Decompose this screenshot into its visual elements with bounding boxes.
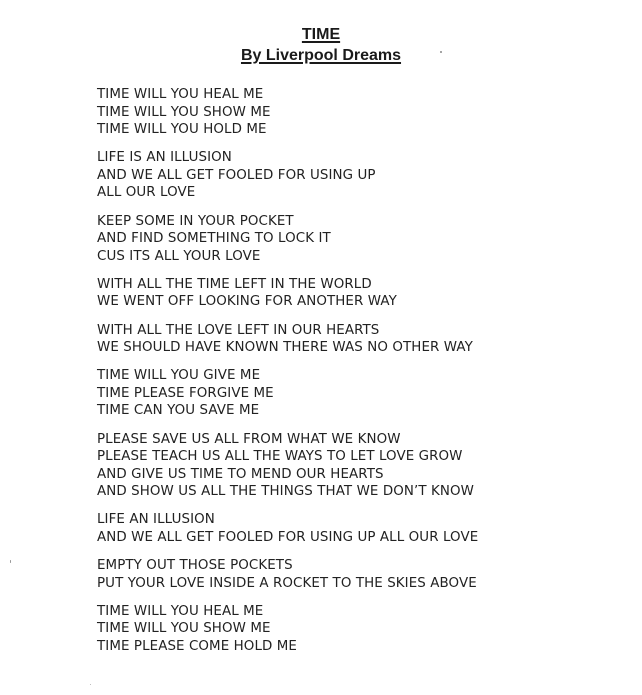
lyric-line: TIME CAN YOU SAVE ME (97, 403, 260, 419)
lyric-line: LIFE IS AN ILLUSION (97, 150, 232, 166)
lyric-line: AND WE ALL GET FOOLED FOR USING UP (97, 167, 376, 183)
lyric-line: WITH ALL THE TIME LEFT IN THE WORLD (97, 276, 372, 292)
stanza (97, 603, 637, 656)
lyric-line: KEEP SOME IN YOUR POCKET (97, 213, 294, 229)
lyric-line: TIME WILL YOU HEAL ME (97, 603, 264, 619)
lyric-line: ALL OUR LOVE (97, 185, 196, 201)
lyric-line: AND WE ALL GET FOOLED FOR USING UP ALL OUR LOVE (97, 529, 479, 545)
stanza (97, 431, 637, 501)
lyric-line: AND GIVE US TIME TO MEND OUR HEARTS (97, 466, 384, 482)
stanza (97, 213, 637, 266)
page-subtitle: By Liverpool Dreams (240, 47, 402, 64)
lyric-line: TIME PLEASE FORGIVE ME (97, 385, 274, 401)
stanza (97, 276, 637, 311)
lyric-line: LIFE AN ILLUSION (97, 512, 215, 528)
lyric-line: TIME PLEASE COME HOLD ME (97, 638, 297, 654)
lyric-line: WE WENT OFF LOOKING FOR ANOTHER WAY (97, 294, 397, 310)
lyric-line: TIME WILL YOU GIVE ME (97, 368, 261, 384)
stanza (97, 86, 637, 139)
lyric-line: PUT YOUR LOVE INSIDE A ROCKET TO THE SKIES ABOVE (97, 575, 477, 591)
stanza (97, 557, 637, 592)
lyric-line: PLEASE TEACH US ALL THE WAYS TO LET LOVE GROW (97, 449, 463, 465)
scan-speck (90, 684, 91, 685)
lyric-line: AND SHOW US ALL THE THINGS THAT WE DON’T KNOW (97, 484, 474, 500)
lyric-line: EMPTY OUT THOSE POCKETS (97, 558, 293, 574)
scan-speck (440, 51, 442, 53)
lyric-line: PLEASE SAVE US ALL FROM WHAT WE KNOW (97, 431, 401, 447)
lyric-line: AND FIND SOMETHING TO LOCK IT (97, 231, 331, 247)
lyric-line: TIME WILL YOU SHOW ME (97, 104, 271, 120)
lyric-line: TIME WILL YOU HOLD ME (97, 122, 267, 138)
lyrics-body (97, 86, 637, 666)
stanza (97, 149, 637, 202)
stanza (97, 511, 637, 546)
stanza (97, 322, 637, 357)
lyric-line: TIME WILL YOU SHOW ME (97, 621, 271, 637)
scan-speck (10, 560, 11, 563)
lyric-line: WITH ALL THE LOVE LEFT IN OUR HEARTS (97, 322, 380, 338)
stanza (97, 367, 637, 420)
page-title: TIME (301, 26, 341, 43)
lyric-line: CUS ITS ALL YOUR LOVE (97, 248, 261, 264)
lyric-line: WE SHOULD HAVE KNOWN THERE WAS NO OTHER WAY (97, 340, 473, 356)
lyric-line: TIME WILL YOU HEAL ME (97, 87, 264, 102)
